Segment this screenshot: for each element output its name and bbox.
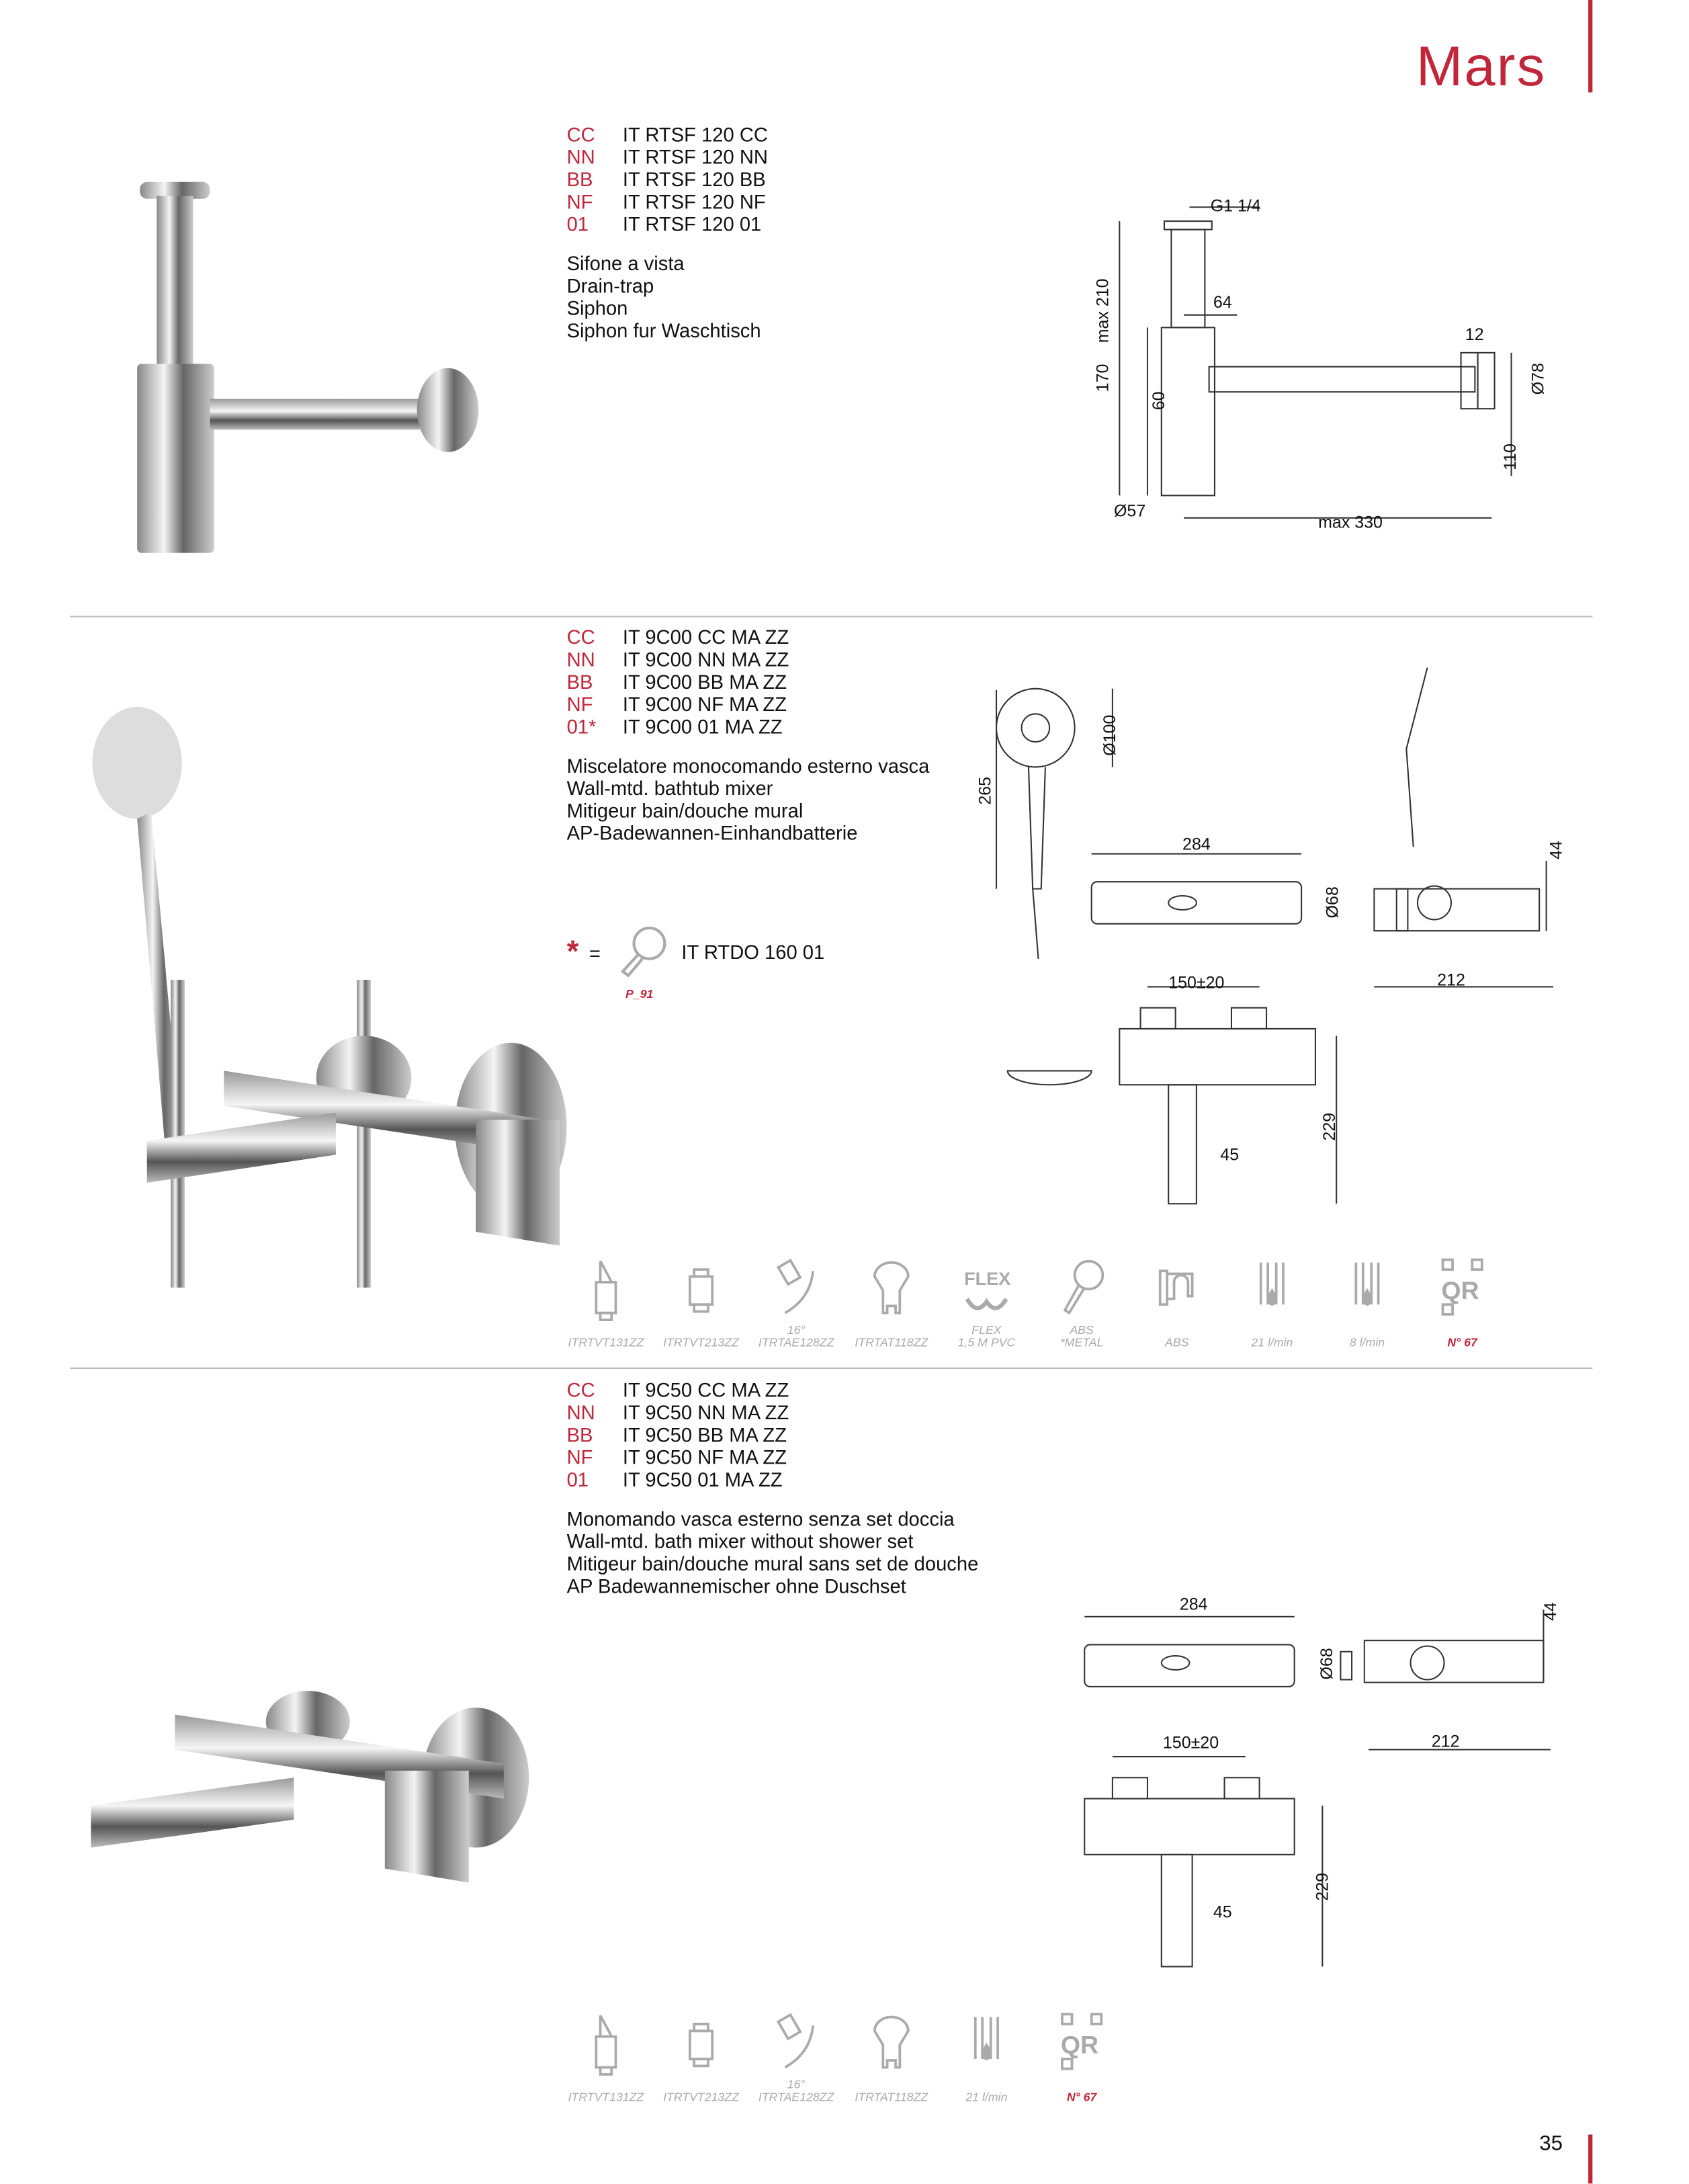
product-codes-bath-mixer-no-shower — [567, 1379, 789, 1491]
color-code: CC — [566, 626, 595, 648]
qr-code-feature — [1034, 2011, 1129, 2103]
feature-label-text: ITRTVT131ZZ — [568, 1335, 644, 1349]
color-code: BB — [566, 1423, 593, 1446]
wall-bracket-icon — [863, 2011, 919, 2076]
page-number-accent-bar — [1588, 2134, 1592, 2183]
cartridge-feature — [558, 1257, 654, 1349]
feature-label-text: ITRTAE128ZZ — [758, 1335, 834, 1349]
description-line: Miscelatore monocomando esterno vasca — [566, 754, 930, 778]
feature-icons-bath-mixer — [558, 1257, 1510, 1349]
dim-45: 45 — [1220, 1144, 1240, 1165]
section-divider — [70, 1368, 1592, 1369]
color-code: BB — [566, 670, 593, 694]
description-line: Drain-trap — [566, 274, 654, 297]
feature-label-text: ITRTVT213ZZ — [663, 2089, 739, 2104]
title-accent-bar — [1588, 0, 1592, 92]
description-line: Mitigeur bain/douche mural sans set de douche — [566, 1552, 979, 1575]
wall-bracket-feature — [844, 2011, 939, 2103]
feature-icons-bath-mixer-no-shower — [558, 2011, 1129, 2103]
dim-diam78: Ø78 — [1528, 363, 1548, 395]
description-line: Wall-mtd. bathtub mixer — [566, 777, 773, 800]
color-code: NN — [566, 145, 595, 168]
feature-label — [1251, 1324, 1293, 1349]
feature-sublabel: 16° — [787, 1322, 806, 1337]
product-code: IT RTSF 120 BB — [622, 167, 766, 191]
cartridge-feature — [558, 2011, 654, 2103]
cartridge-icon — [578, 2011, 634, 2076]
dim-diam57: Ø57 — [1113, 501, 1146, 521]
product-code: IT 9C00 CC MA ZZ — [622, 626, 789, 648]
dim-110: 110 — [1500, 443, 1520, 470]
product-code: IT 9C00 01 MA ZZ — [622, 715, 783, 738]
product-code: IT RTSF 120 CC — [622, 123, 768, 146]
qr-code-feature — [1415, 1257, 1510, 1349]
feature-sublabel: ABS — [1070, 1322, 1094, 1337]
dim-284: 284 — [1182, 834, 1211, 854]
dim-212: 212 — [1437, 970, 1465, 990]
product-code: IT 9C50 CC MA ZZ — [622, 1378, 789, 1401]
hand-shower-feature — [1034, 1257, 1129, 1349]
feature-label — [568, 2078, 644, 2103]
feature-label-text: ITRTVT213ZZ — [663, 1335, 739, 1349]
color-code: 01 — [566, 212, 589, 235]
wall-outlet-icon — [1149, 1257, 1205, 1321]
feature-label — [663, 2078, 739, 2103]
dim-44: 44 — [1546, 841, 1566, 859]
description-line: Sifone a vista — [566, 251, 685, 275]
feature-label — [568, 1324, 644, 1349]
flex-hose-icon — [959, 1257, 1014, 1321]
svg-text:FLEX: FLEX — [964, 1268, 1011, 1290]
flex-hose-feature — [939, 1257, 1035, 1349]
feature-label — [958, 1324, 1016, 1349]
dim-45: 45 — [1213, 1902, 1232, 1922]
product-codes-bath-mixer — [567, 626, 789, 738]
feature-label — [759, 2078, 834, 2103]
shower-arm-feature — [748, 2011, 844, 2103]
drain-trap-photo — [133, 175, 483, 560]
shower-flow-feature — [1319, 1257, 1415, 1349]
page-reference-link[interactable]: P_91 — [625, 986, 654, 1001]
description-line: Wall-mtd. bath mixer without shower set — [566, 1529, 914, 1552]
hand-shower-icon — [1053, 1257, 1109, 1321]
feature-label-text: ITRTAE128ZZ — [758, 2089, 834, 2104]
product-code: IT RTSF 120 01 — [622, 212, 762, 235]
color-code: NF — [566, 693, 593, 716]
dim-212: 212 — [1431, 1731, 1460, 1751]
description-line: Siphon fur Waschtisch — [566, 319, 761, 342]
feature-label — [663, 1324, 739, 1349]
feature-label-text: 21 l/min — [965, 2089, 1008, 2104]
feature-label-text: 8 l/min — [1349, 1335, 1385, 1349]
product-description-bath-mixer — [567, 755, 930, 844]
dim-64: 64 — [1213, 292, 1232, 312]
shower-arm-icon — [769, 2011, 824, 2076]
description-line: Mitigeur bain/douche mural — [566, 799, 804, 822]
color-code: BB — [566, 167, 593, 191]
product-code: IT 9C00 BB MA ZZ — [622, 670, 787, 694]
feature-sublabel: FLEX — [971, 1322, 1002, 1337]
color-code: CC — [566, 1378, 595, 1401]
hand-shower-icon — [615, 924, 671, 980]
diverter-feature — [654, 1257, 749, 1349]
product-code: IT 9C50 NN MA ZZ — [622, 1400, 789, 1424]
dim-diam68: Ø68 — [1322, 886, 1342, 919]
dim-60: 60 — [1149, 391, 1169, 411]
color-code: 01 — [566, 1468, 589, 1491]
product-code: IT RTSF 120 NF — [622, 190, 766, 213]
bath-mixer-without-shower-photo — [84, 1687, 532, 1883]
diverter-icon — [673, 1257, 729, 1321]
color-code: NF — [566, 190, 593, 213]
cartridge-icon — [578, 1257, 634, 1321]
drain-trap-technical-drawing — [1092, 196, 1553, 539]
page-number: 35 — [1539, 2132, 1563, 2156]
feature-label — [759, 1324, 834, 1349]
shower-arm-icon — [769, 1257, 824, 1321]
shower-arm-feature — [748, 1257, 844, 1349]
shower-flow-icon — [1339, 1257, 1395, 1321]
dim-height: 170 — [1092, 364, 1113, 392]
product-description-bath-mixer-no-shower — [567, 1507, 979, 1597]
asterisk-note: * — [566, 933, 579, 969]
product-code: IT 9C00 NN MA ZZ — [622, 648, 789, 671]
feature-label-text: N° 67 — [1066, 2089, 1097, 2104]
dim-150: 150±20 — [1168, 972, 1225, 993]
product-codes-drain-trap — [567, 123, 768, 235]
product-code: IT 9C50 NF MA ZZ — [622, 1445, 787, 1468]
product-code: IT 9C00 NF MA ZZ — [622, 693, 787, 716]
color-code: CC — [566, 123, 595, 146]
dim-max-height: max 210 — [1092, 278, 1113, 343]
flow-rate-feature — [939, 2011, 1035, 2103]
color-code: NF — [566, 1445, 593, 1468]
color-code: 01* — [566, 715, 597, 738]
bath-mixer-with-shower-photo — [84, 700, 580, 1288]
dim-229: 229 — [1312, 1872, 1332, 1901]
wall-bracket-icon — [863, 1257, 919, 1321]
feature-label-text: ABS — [1164, 1335, 1189, 1349]
qr-code-icon — [1053, 2011, 1109, 2076]
feature-label — [1350, 1324, 1385, 1349]
feature-label-text: *METAL — [1059, 1335, 1104, 1349]
wall-outlet-feature — [1129, 1257, 1225, 1349]
color-code: NN — [566, 1400, 595, 1424]
product-code: IT RTSF 120 NN — [622, 145, 768, 168]
section-divider — [70, 616, 1592, 617]
dim-284: 284 — [1179, 1594, 1208, 1614]
product-code: IT 9C50 BB MA ZZ — [622, 1423, 787, 1446]
description-line: AP Badewannemischer ohne Duschset — [566, 1574, 906, 1597]
diverter-feature — [654, 2011, 749, 2103]
product-description-drain-trap — [567, 252, 761, 341]
equals-sign: = — [589, 941, 601, 965]
feature-label — [855, 1324, 928, 1349]
feature-sublabel: 16° — [787, 2077, 806, 2091]
dim-229: 229 — [1319, 1112, 1340, 1141]
description-line: Siphon — [566, 296, 628, 319]
page-title: Mars — [1416, 36, 1547, 98]
feature-label-text: ITRTAT118ZZ — [855, 2089, 928, 2104]
wall-bracket-feature — [844, 1257, 939, 1349]
dim-150: 150±20 — [1162, 1732, 1219, 1753]
dim-max-length: max 330 — [1318, 512, 1383, 532]
svg-text:QR: QR — [1441, 1275, 1479, 1304]
description-line: Monomando vasca esterno senza set doccia — [566, 1507, 955, 1530]
dim-12: 12 — [1465, 325, 1484, 345]
dim-thread: G1 1/4 — [1210, 196, 1261, 216]
svg-text:QR: QR — [1060, 2030, 1099, 2059]
diverter-icon — [673, 2011, 729, 2076]
feature-label — [1060, 1324, 1104, 1349]
qr-code-icon — [1434, 1257, 1490, 1321]
feature-label — [1067, 2078, 1096, 2103]
description-line: AP-Badewannen-Einhandbatterie — [566, 821, 858, 844]
dim-diam100: Ø100 — [1100, 714, 1120, 756]
color-code: NN — [566, 648, 595, 671]
feature-label — [1447, 1324, 1477, 1349]
feature-label — [965, 2078, 1007, 2103]
feature-label — [855, 2078, 928, 2103]
feature-label-text: 1,5 M PVC — [957, 1335, 1016, 1349]
dim-265: 265 — [975, 776, 995, 805]
product-code: IT 9C50 01 MA ZZ — [622, 1468, 783, 1491]
feature-label-text: ITRTAT118ZZ — [855, 1335, 928, 1349]
flow-rate-feature — [1225, 1257, 1320, 1349]
flow-rate-icon — [959, 2011, 1014, 2076]
feature-label-text: 21 l/min — [1251, 1335, 1293, 1349]
feature-label — [1165, 1324, 1188, 1349]
dim-44: 44 — [1541, 1602, 1561, 1621]
bath-mixer-technical-drawing — [980, 665, 1567, 1210]
dim-diam68: Ø68 — [1317, 1648, 1337, 1680]
feature-label-text: N° 67 — [1447, 1335, 1477, 1349]
flow-rate-icon — [1244, 1257, 1300, 1321]
shower-set-code: IT RTDO 160 01 — [681, 940, 825, 964]
feature-label-text: ITRTVT131ZZ — [568, 2089, 644, 2104]
